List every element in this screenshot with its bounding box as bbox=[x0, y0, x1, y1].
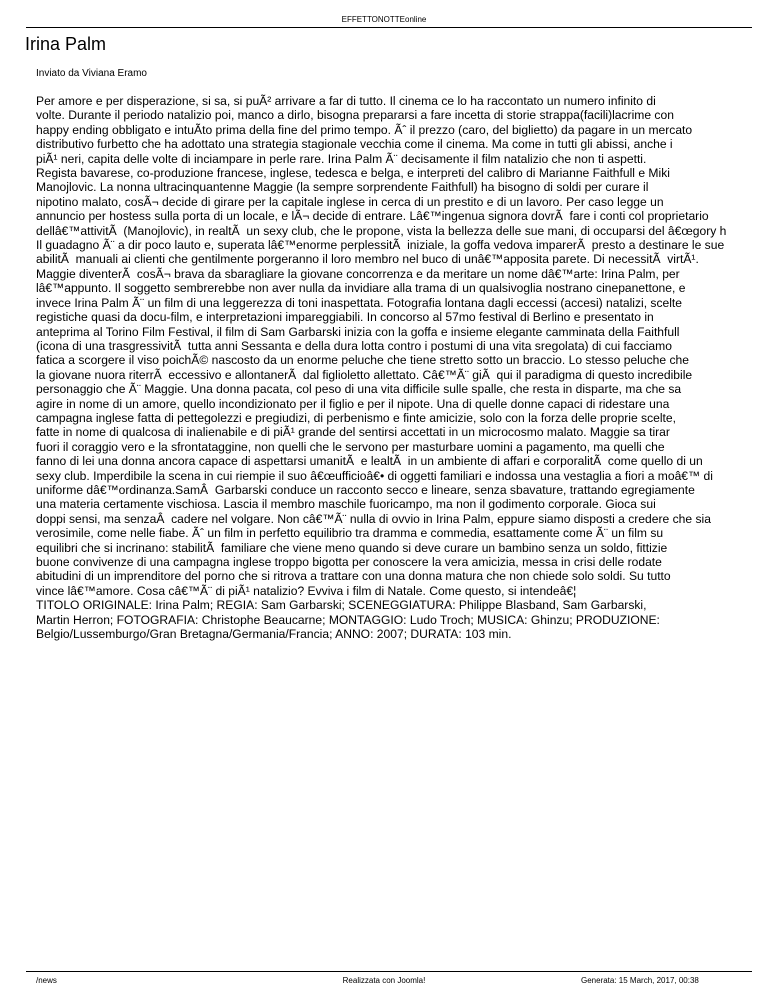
article-line: piÃ¹ neri, capita delle volte di inciampare in perle rare. Irina Palm Ã¨ decisamente il film natalizio che non ti aspetti. bbox=[36, 151, 647, 166]
article-line: fuori il coraggio vero e la sfrontataggine, non quelli che le servono per masturbare uomini a pagamento, ma quelli che bbox=[36, 439, 665, 454]
article-byline: Inviato da Viviana Eramo bbox=[36, 68, 147, 79]
article-title: Irina Palm bbox=[25, 34, 107, 54]
article-line: registiche quasi da docu-film, e interpretazioni impareggiabili. In concorso al 57mo festival di Berlino e presentato in bbox=[36, 310, 654, 325]
article-line: Regista bavarese, co-produzione francese, inglese, tedesca e belga, e interpreti del calibro di Marianne Faithfull e Miki bbox=[36, 166, 670, 181]
article-line: personaggio che Ã¨ Maggie. Una donna pacata, col peso di una vita difficile sulle spalle, che resta in disparte, ma che sa bbox=[36, 382, 682, 397]
article-line: Manojlovic. La nonna ultracinquantenne Maggie (la sempre sorprendente Faithfull) ha bisogno di soldi per curare il bbox=[36, 180, 649, 195]
article-line: abitudini di un imprenditore del porno che si ritrova a trattare con una donna matura che non chiede solo soldi. Su tutto bbox=[36, 569, 671, 584]
article-line: uniforme dâ€™ordinanza.SamÂ Garbarski conduce un racconto secco e lineare, senza sbavature, trattando egregiamente bbox=[36, 482, 695, 497]
article-line: Il guadagno Ã¨ a dir poco lauto e, superata lâ€™enorme perplessitÃ iniziale, la goffa vedova imparerÃ presto a destinare le sue bbox=[36, 238, 725, 253]
article-line: verosimile, come nelle fiabe. Ãˆ un film in perfetto equilibrio tra dramma e commedia, esattamente come Ã¨ un film su bbox=[36, 526, 664, 541]
article-line: Maggie diventerÃ cosÃ¬ brava da sbaragliare la giovane concorrenza e da meritare un nome dâ€™arte: Irina Palm, per bbox=[36, 266, 680, 281]
article-line: sexy club. Imperdibile la scena in cui riempie il suo â€œufficioâ€• di oggetti familiari e indossa una vestaglia a fiori a moâ€™ di bbox=[36, 468, 713, 483]
site-header: EFFETTONOTTEonline bbox=[341, 15, 427, 24]
article-line: distributivo furbetto che ha adottato una strategia stagionale vecchia come il cinema. Ma come in tutti gli abissi, anche i bbox=[36, 137, 673, 152]
article-line: anteprima al Torino Film Festival, il film di Sam Garbarski inizia con la goffa e insieme elegante camminata della Faithfull bbox=[36, 324, 680, 339]
footer-generated: Generata: 15 March, 2017, 00:38 bbox=[581, 976, 699, 985]
article-line: Belgio/Lussemburgo/Gran Bretagna/Germania/Francia; ANNO: 2007; DURATA: 103 min. bbox=[36, 627, 512, 642]
article-line: Martin Herron; FOTOGRAFIA: Christophe Beaucarne; MONTAGGIO: Ludo Troch; MUSICA: Ghinzu; PRODUZIONE: bbox=[36, 612, 660, 627]
footer-divider bbox=[26, 971, 752, 972]
article-line: campagna inglese fatta di pettegolezzi e pregiudizi, di perbenismo e finte amicizie, solo con la forza delle proprie scelte, bbox=[36, 410, 676, 425]
article-line: doppi sensi, ma senzaÂ cadere nel volgare. Non câ€™Ã¨ nulla di ovvio in Irina Palm, eppure siamo disposti a credere che sia bbox=[36, 511, 711, 526]
article-line: agire in nome di un amore, quello incondizionato per il figlio e per il nipote. Una di quelle donne capaci di ridestare una bbox=[36, 396, 670, 411]
footer-credit: Realizzata con Joomla! bbox=[342, 976, 426, 985]
article-line: happy ending obbligato e intuÃto prima della fine del primo tempo. Ãˆ il prezzo (caro, del biglietto) da pagare in un mercato bbox=[36, 122, 693, 137]
article-line: abilitÃ manuali ai clienti che gentilmente porgeranno il loro membro nel buco di unâ€™apposita parete. Di necessitÃ virtÃ¹. bbox=[36, 252, 699, 267]
article-body bbox=[36, 94, 768, 641]
article-line: volte. Durante il periodo natalizio poi, manco a dirlo, bisogna prepararsi a fare incetta di storie strappa(facili)lacrime con bbox=[36, 108, 674, 123]
article-line: equilibri che si incrinano: stabilitÃ familiare che viene meno quando si deve curare un bambino senza un soldo, fittizie bbox=[36, 540, 668, 555]
article-line: fanno di lei una donna ancora capace di aspettarsi umanitÃ e lealtÃ in un ambiente di affari e corporalitÃ come quello di un bbox=[36, 454, 703, 469]
article-line: TITOLO ORIGINALE: Irina Palm; REGIA: Sam Garbarski; SCENEGGIATURA: Philippe Blasband, Sam Garbarski, bbox=[36, 598, 647, 613]
article-line: vince lâ€™amore. Cosa câ€™Ã¨ di piÃ¹ natalizio? Evviva i film di Natale. Come questo, si intendeâ€¦ bbox=[36, 583, 577, 598]
article-line: fatica a scorgere il viso poichÃ© nascosto da un enorme peluche che tiene stretto sotto un braccio. Lo stesso peluche che bbox=[36, 353, 689, 368]
article-line: nipotino malato, cosÃ¬ decide di girare per la capitale inglese in cerca di un prestito e di un lavoro. Per caso legge un bbox=[36, 194, 664, 209]
article-line: lâ€™appunto. Il soggetto sembrerebbe non aver nulla da invidiare alla trama di un qualsivoglia nostrano cinepanettone, e bbox=[36, 281, 686, 296]
footer-path: /news bbox=[36, 976, 57, 985]
article-line: fatte in nome di qualcosa di inalienabile e di piÃ¹ grande del sentirsi accettati in un microcosmo malato. Maggie sa tirar bbox=[36, 425, 670, 440]
article-line: Per amore e per disperazione, si sa, si puÃ² arrivare a far di tutto. Il cinema ce lo ha raccontato un numero infinito di bbox=[36, 94, 656, 108]
page-footer bbox=[0, 976, 768, 990]
article-line: annuncio per hostess sulla porta di un locale, e lÃ¬ decide di entrare. Lâ€™ingenua signora dovrÃ fare i conti col proprietario bbox=[36, 209, 709, 224]
header-divider bbox=[26, 27, 752, 28]
article-line: la giovane nuora riterrÃ eccessivo e allontanerÃ dal figlioletto allettato. Câ€™Ã¨ giÃ qui il paradigma di questo incredibile bbox=[36, 367, 693, 382]
article-line: buone convivenze di una campagna inglese troppo bigotta per conoscere la vera amicizia, messa in crisi delle rodate bbox=[36, 555, 662, 569]
article-line: una materia certamente vischiosa. Lascia il membro maschile fuoricampo, ma non il godimento corporale. Gioca sui bbox=[36, 497, 656, 512]
article-line: (icona di una trasgressivitÃ tutta anni Sessanta e della dura lotta contro i postumi di una vita sregolata) di cui facciamo bbox=[36, 338, 672, 353]
article-line: dellâ€™attivitÃ (Manojlovic), in realtÃ un sexy club, che le propone, vista la bellezza delle sue mani, di occuparsi del â€œgory h bbox=[36, 223, 727, 238]
article-line: invece Irina Palm Ã¨ un film di una leggerezza di toni inaspettata. Fotografia lontana dagli eccessi (accesi) natalizi, scelte bbox=[36, 295, 683, 310]
